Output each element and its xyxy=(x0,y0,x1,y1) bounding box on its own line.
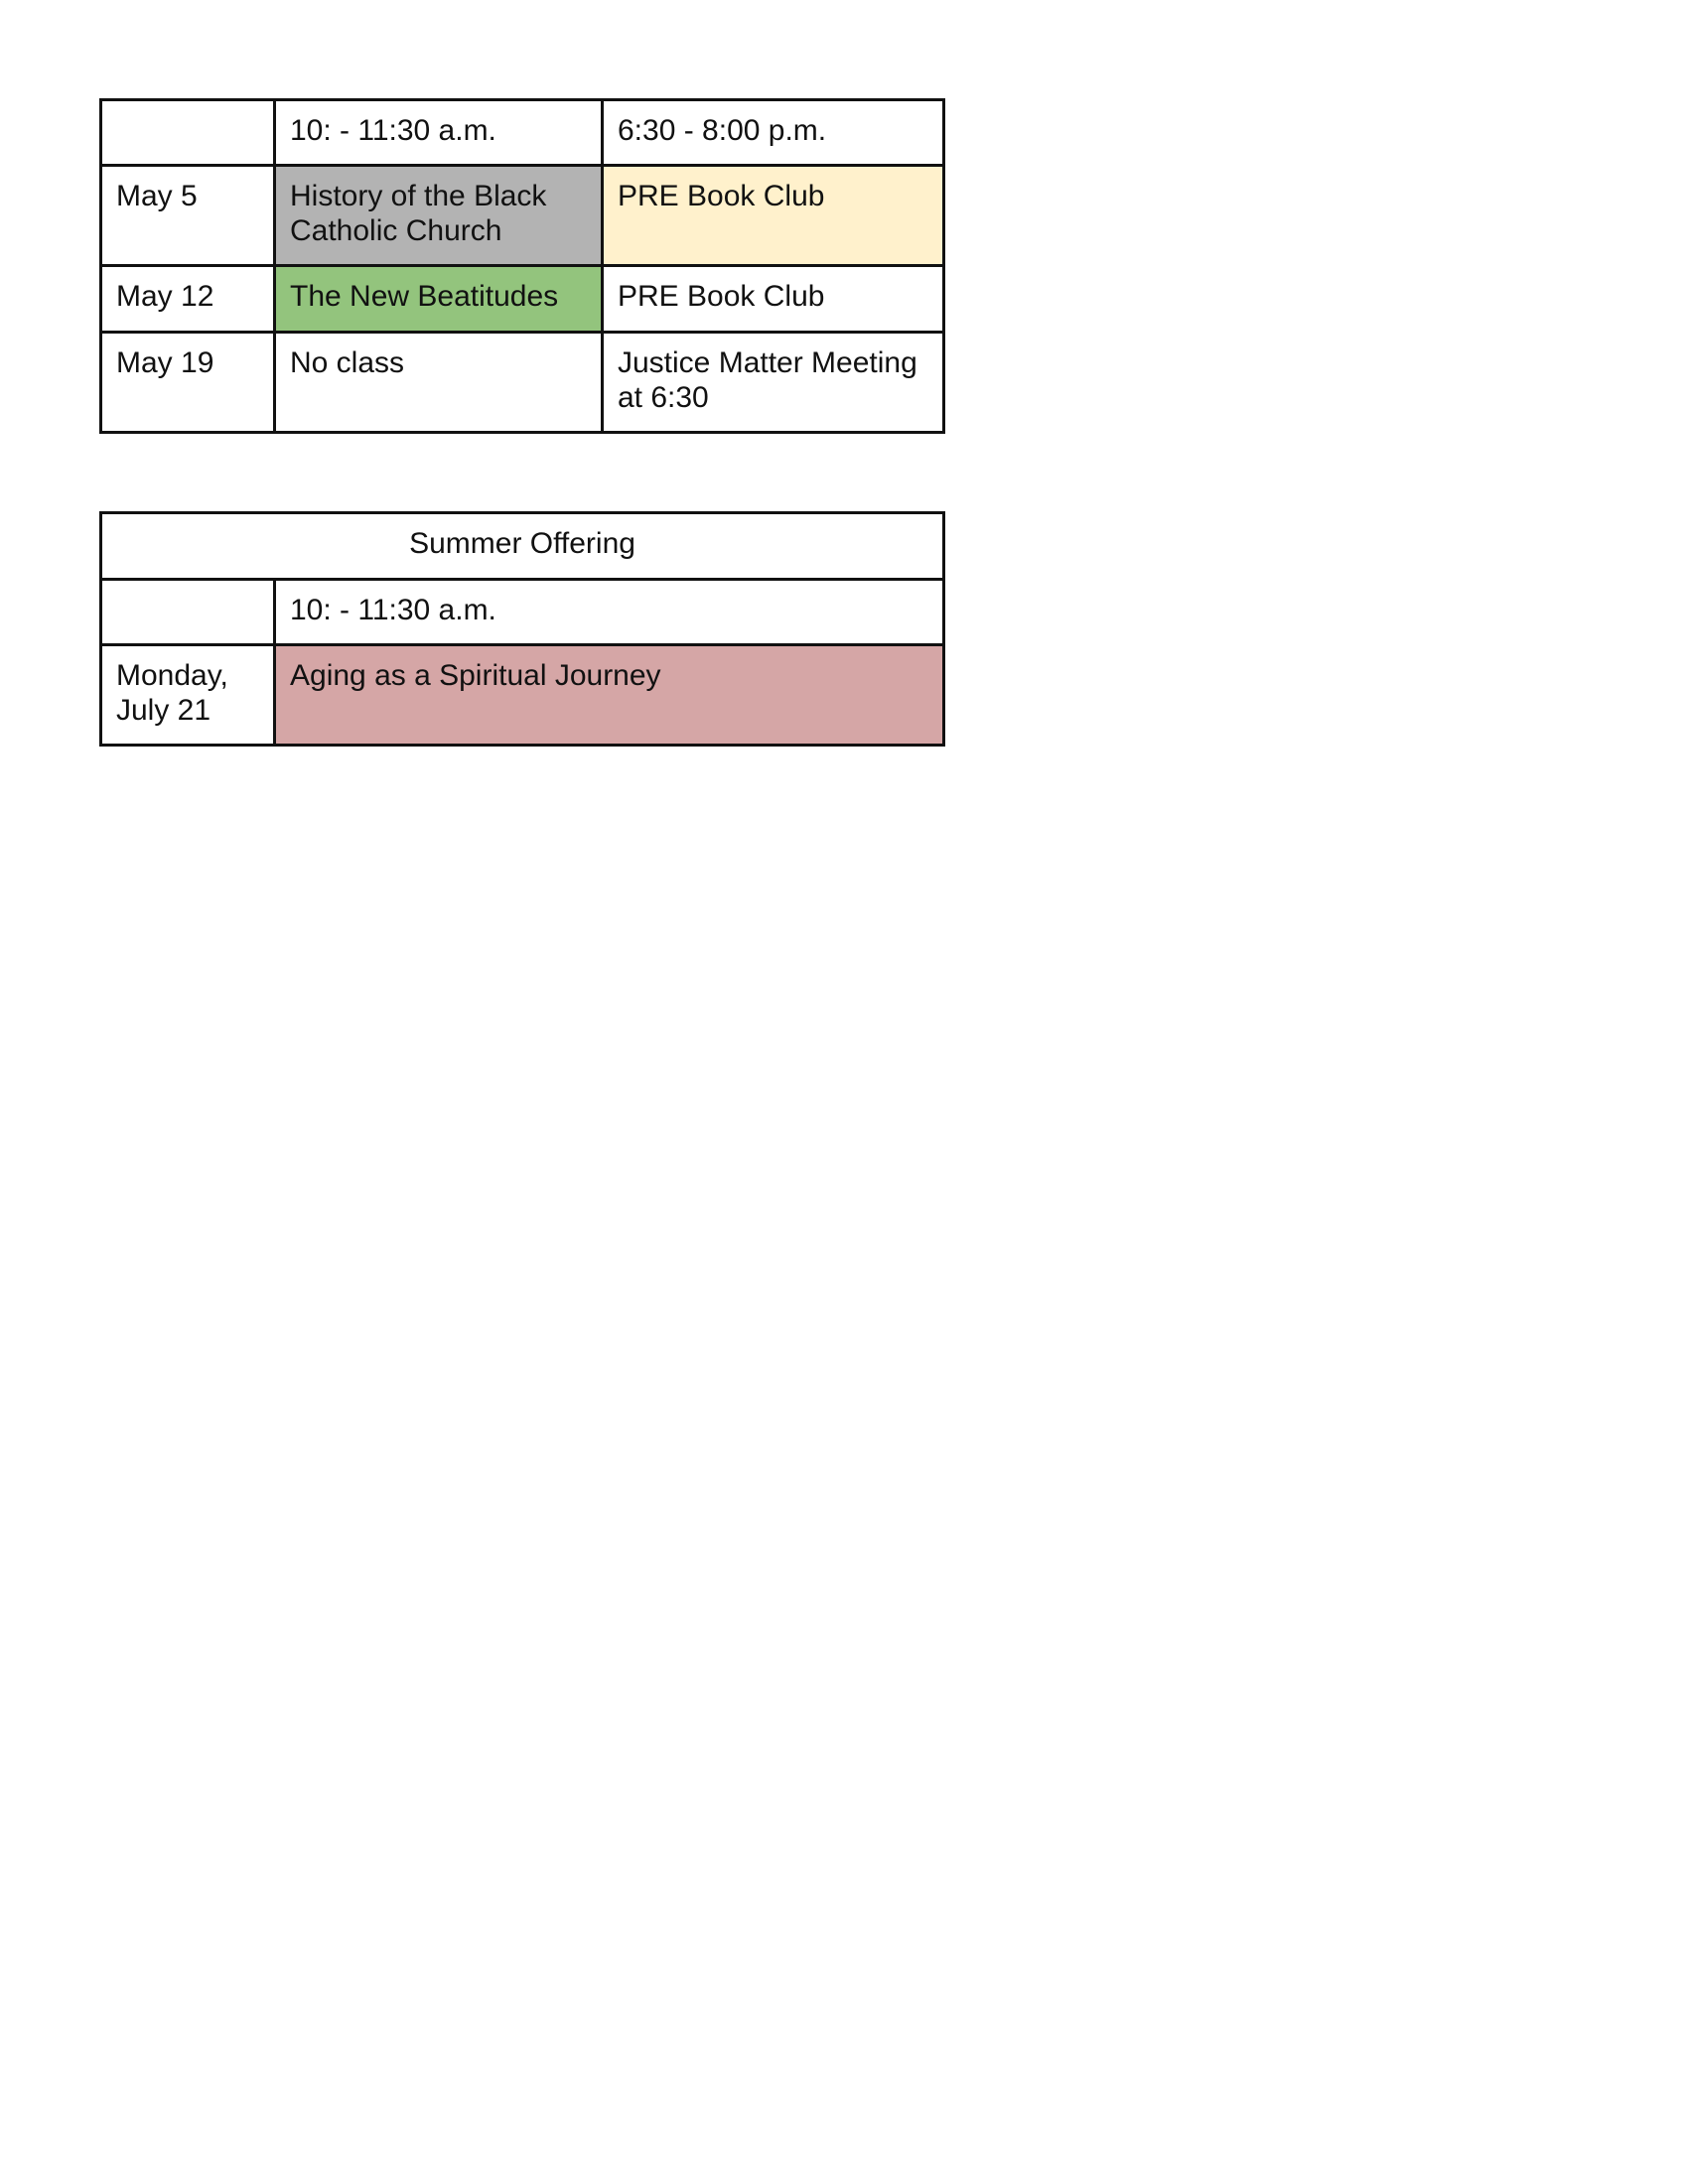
morning-session: The New Beatitudes xyxy=(275,266,603,333)
row-date: May 12 xyxy=(101,266,275,333)
header-morning-time: 10: - 11:30 a.m. xyxy=(275,100,603,166)
table-row xyxy=(101,333,944,433)
row-date: Monday, July 21 xyxy=(101,645,275,746)
evening-session: PRE Book Club xyxy=(603,166,944,266)
summer-header-row xyxy=(101,580,944,645)
summer-offering-table xyxy=(99,511,945,747)
row-date: May 19 xyxy=(101,333,275,433)
header-session-time: 10: - 11:30 a.m. xyxy=(275,580,944,645)
evening-session: PRE Book Club xyxy=(603,266,944,333)
header-date-cell xyxy=(101,100,275,166)
morning-session: History of the Black Catholic Church xyxy=(275,166,603,266)
morning-session: No class xyxy=(275,333,603,433)
summer-caption-row xyxy=(101,513,944,580)
table-row xyxy=(101,166,944,266)
evening-session: Justice Matter Meeting at 6:30 xyxy=(603,333,944,433)
header-evening-time: 6:30 - 8:00 p.m. xyxy=(603,100,944,166)
summer-offering-title: Summer Offering xyxy=(101,513,944,580)
summer-session: Aging as a Spiritual Journey xyxy=(275,645,944,746)
schedule-header-row xyxy=(101,100,944,166)
schedule-table xyxy=(99,98,945,434)
row-date: May 5 xyxy=(101,166,275,266)
header-date-cell xyxy=(101,580,275,645)
table-row xyxy=(101,645,944,746)
table-row xyxy=(101,266,944,333)
